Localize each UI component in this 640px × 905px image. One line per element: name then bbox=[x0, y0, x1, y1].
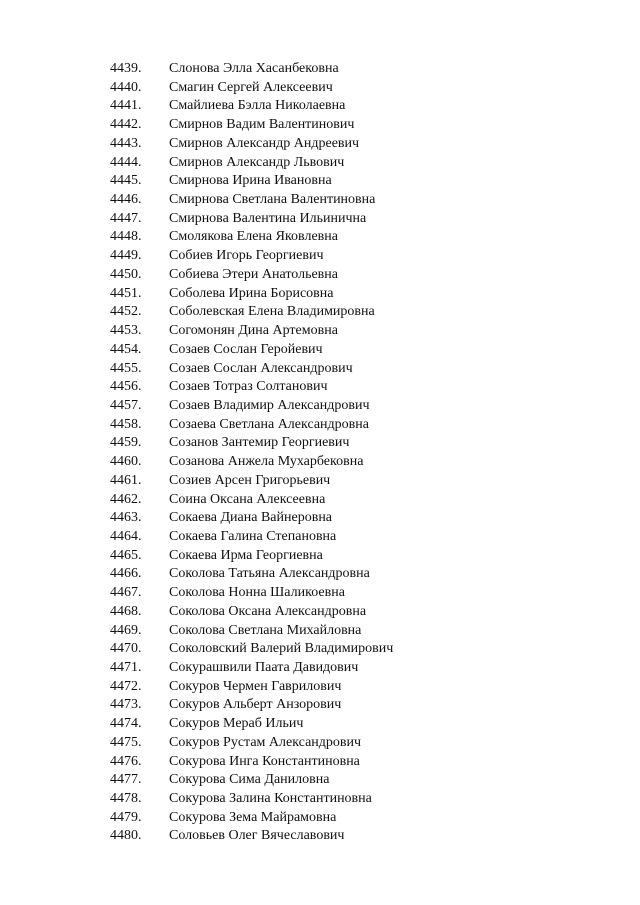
entry-number: 4451. bbox=[110, 285, 142, 301]
list-item bbox=[0, 397, 640, 416]
entry-name: Смирнова Светлана Валентиновна bbox=[169, 192, 376, 208]
entry-number: 4478. bbox=[110, 791, 142, 807]
list-item bbox=[0, 771, 640, 790]
entry-number: 4446. bbox=[110, 192, 142, 208]
list-item bbox=[0, 434, 640, 453]
list-item bbox=[0, 285, 640, 304]
list-item bbox=[0, 322, 640, 341]
entry-name: Смирнов Александр Андреевич bbox=[169, 135, 360, 151]
list-item bbox=[0, 228, 640, 247]
list-item bbox=[0, 622, 640, 641]
list-item bbox=[0, 715, 640, 734]
entry-name: Сокурова Зема Майрамовна bbox=[169, 809, 337, 825]
list-item bbox=[0, 603, 640, 622]
list-item bbox=[0, 453, 640, 472]
entry-number: 4443. bbox=[110, 135, 142, 151]
entry-name: Созанова Анжела Мухарбековна bbox=[169, 454, 364, 470]
entry-name: Сокаева Галина Степановна bbox=[169, 528, 337, 544]
list-item bbox=[0, 565, 640, 584]
entry-number: 4450. bbox=[110, 266, 142, 282]
entry-number: 4477. bbox=[110, 772, 142, 788]
entry-number: 4469. bbox=[110, 622, 142, 638]
entry-number: 4468. bbox=[110, 603, 142, 619]
entry-number: 4475. bbox=[110, 734, 142, 750]
entry-name: Согомонян Дина Артемовна bbox=[169, 323, 338, 339]
entry-name: Собиева Этери Анатольевна bbox=[169, 266, 338, 282]
entry-name: Созаев Тотраз Солтанович bbox=[169, 379, 328, 395]
entry-number: 4458. bbox=[110, 416, 142, 432]
entry-name: Созаев Сослан Геройевич bbox=[169, 341, 323, 357]
entry-name: Смирнов Вадим Валентинович bbox=[169, 117, 355, 133]
list-item bbox=[0, 734, 640, 753]
list-item bbox=[0, 547, 640, 566]
list-item bbox=[0, 696, 640, 715]
list-item bbox=[0, 640, 640, 659]
entry-number: 4442. bbox=[110, 117, 142, 133]
entry-name: Сокурова Инга Константиновна bbox=[169, 753, 360, 769]
entry-name: Сокуров Мераб Ильич bbox=[169, 716, 304, 732]
list-item bbox=[0, 528, 640, 547]
entry-name: Сокаева Диана Вайнеровна bbox=[169, 510, 333, 526]
list-item bbox=[0, 210, 640, 229]
name-list bbox=[0, 60, 640, 846]
entry-number: 4455. bbox=[110, 360, 142, 376]
entry-number: 4460. bbox=[110, 454, 142, 470]
entry-number: 4457. bbox=[110, 397, 142, 413]
list-item bbox=[0, 809, 640, 828]
entry-name: Соколова Татьяна Александровна bbox=[169, 566, 370, 582]
entry-name: Смирнов Александр Львович bbox=[169, 154, 345, 170]
entry-name: Сокурашвили Паата Давидович bbox=[169, 660, 359, 675]
entry-number: 4470. bbox=[110, 641, 142, 657]
entry-number: 4456. bbox=[110, 379, 142, 395]
entry-number: 4452. bbox=[110, 304, 142, 320]
entry-name: Соколова Оксана Александровна bbox=[169, 603, 367, 619]
list-item bbox=[0, 303, 640, 322]
entry-name: Соина Оксана Алексеевна bbox=[169, 491, 326, 507]
entry-name: Смолякова Елена Яковлевна bbox=[169, 229, 338, 245]
list-item bbox=[0, 135, 640, 154]
entry-name: Смирнова Валентина Ильинична bbox=[169, 210, 367, 226]
entry-number: 4444. bbox=[110, 154, 142, 170]
list-item bbox=[0, 584, 640, 603]
entry-number: 4449. bbox=[110, 248, 142, 264]
entry-name: Сокуров Чермен Гаврилович bbox=[169, 678, 342, 694]
list-item bbox=[0, 172, 640, 191]
entry-name: Созанов Зантемир Георгиевич bbox=[169, 435, 350, 451]
entry-name: Соловьев Олег Вячеславович bbox=[169, 828, 345, 844]
list-item bbox=[0, 509, 640, 528]
list-item bbox=[0, 247, 640, 266]
entry-name: Сокуров Альберт Анзорович bbox=[169, 697, 342, 713]
entry-number: 4473. bbox=[110, 697, 142, 713]
list-item bbox=[0, 659, 640, 678]
entry-number: 4467. bbox=[110, 585, 142, 601]
entry-number: 4466. bbox=[110, 566, 142, 582]
list-item bbox=[0, 753, 640, 772]
list-item bbox=[0, 60, 640, 79]
entry-name: Смирнова Ирина Ивановна bbox=[169, 173, 332, 189]
list-item bbox=[0, 154, 640, 173]
entry-name: Собиев Игорь Георгиевич bbox=[169, 248, 324, 264]
entry-number: 4439. bbox=[110, 61, 142, 76]
entry-number: 4465. bbox=[110, 547, 142, 563]
entry-name: Созаев Сослан Александрович bbox=[169, 360, 353, 376]
entry-number: 4448. bbox=[110, 229, 142, 245]
entry-number: 4454. bbox=[110, 341, 142, 357]
entry-name: Соколова Нонна Шаликоевна bbox=[169, 585, 345, 601]
entry-name: Соколовский Валерий Владимирович bbox=[169, 641, 394, 657]
entry-number: 4479. bbox=[110, 809, 142, 825]
list-item bbox=[0, 378, 640, 397]
entry-number: 4447. bbox=[110, 210, 142, 226]
entry-number: 4476. bbox=[110, 753, 142, 769]
entry-number: 4445. bbox=[110, 173, 142, 189]
entry-name: Смагин Сергей Алексеевич bbox=[169, 79, 333, 95]
entry-number: 4459. bbox=[110, 435, 142, 451]
list-item bbox=[0, 341, 640, 360]
list-item bbox=[0, 360, 640, 379]
list-item bbox=[0, 491, 640, 510]
entry-number: 4464. bbox=[110, 528, 142, 544]
list-item bbox=[0, 790, 640, 809]
entry-name: Сокурова Залина Константиновна bbox=[169, 791, 372, 807]
entry-number: 4474. bbox=[110, 716, 142, 732]
list-item bbox=[0, 266, 640, 285]
entry-number: 4480. bbox=[110, 828, 142, 844]
entry-name: Соболева Ирина Борисовна bbox=[169, 285, 334, 301]
entry-number: 4471. bbox=[110, 660, 142, 675]
entry-number: 4440. bbox=[110, 79, 142, 95]
entry-number: 4461. bbox=[110, 472, 142, 488]
entry-number: 4453. bbox=[110, 323, 142, 339]
entry-number: 4472. bbox=[110, 678, 142, 694]
list-item bbox=[0, 827, 640, 846]
entry-name: Смайлиева Бэлла Николаевна bbox=[169, 98, 346, 114]
entry-name: Созаев Владимир Александрович bbox=[169, 397, 370, 413]
list-item bbox=[0, 472, 640, 491]
list-item bbox=[0, 97, 640, 116]
entry-number: 4462. bbox=[110, 491, 142, 507]
entry-name: Созиев Арсен Григорьевич bbox=[169, 472, 331, 488]
entry-name: Сокурова Сима Даниловна bbox=[169, 772, 330, 788]
entry-name: Слонова Элла Хасанбековна bbox=[169, 61, 339, 76]
list-item bbox=[0, 416, 640, 435]
entry-name: Соколова Светлана Михайловна bbox=[169, 622, 362, 638]
list-item bbox=[0, 191, 640, 210]
list-item bbox=[0, 116, 640, 135]
entry-name: Созаева Светлана Александровна bbox=[169, 416, 369, 432]
list-item bbox=[0, 678, 640, 697]
entry-name: Сокаева Ирма Георгиевна bbox=[169, 547, 323, 563]
entry-number: 4441. bbox=[110, 98, 142, 114]
list-item bbox=[0, 79, 640, 98]
entry-name: Сокуров Рустам Александрович bbox=[169, 734, 362, 750]
entry-number: 4463. bbox=[110, 510, 142, 526]
entry-name: Соболевская Елена Владимировна bbox=[169, 304, 375, 320]
